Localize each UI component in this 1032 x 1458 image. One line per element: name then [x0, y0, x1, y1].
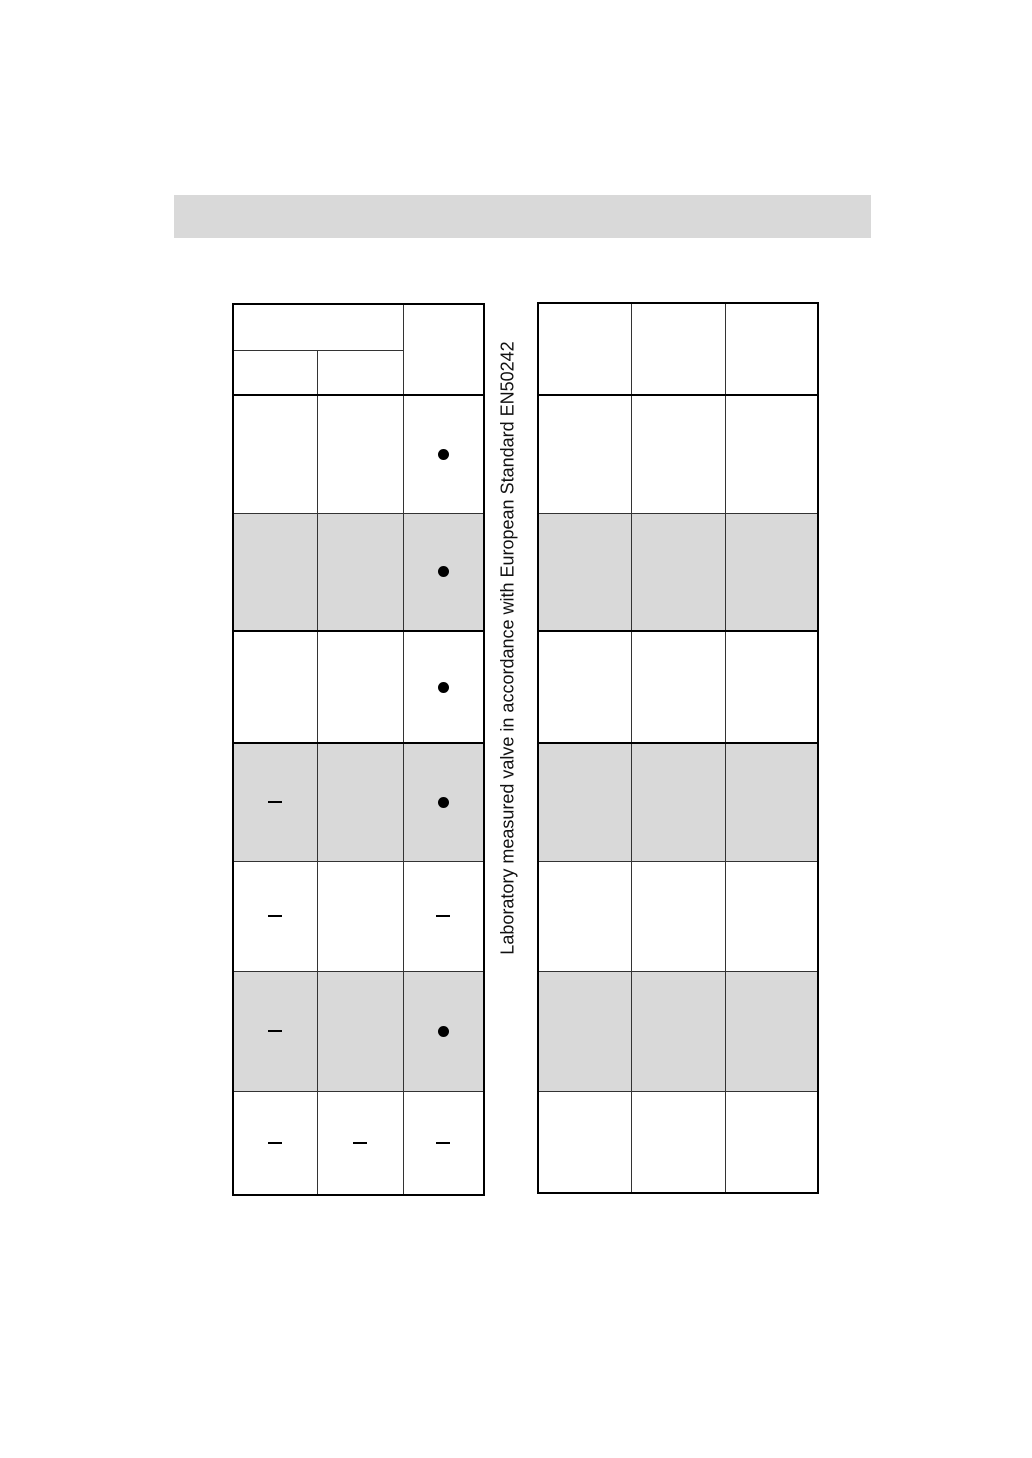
filled-circle-icon	[438, 566, 449, 577]
table-row	[233, 631, 484, 743]
table-cell	[233, 631, 317, 743]
table-cell	[233, 513, 317, 631]
table-row	[538, 971, 818, 1091]
filled-circle-icon	[438, 449, 449, 460]
table-cell	[725, 743, 818, 861]
dash-icon	[268, 1142, 282, 1144]
section-header-bar	[174, 195, 871, 238]
header-cell-2	[317, 350, 403, 395]
header-group-cell	[233, 304, 403, 350]
dash-icon	[268, 801, 282, 803]
table-cell	[403, 1091, 484, 1195]
table-row	[233, 861, 484, 971]
dash-icon	[436, 1142, 450, 1144]
table-cell	[725, 1091, 818, 1193]
table-cell	[233, 1091, 317, 1195]
table-cell	[403, 971, 484, 1091]
table-cell	[538, 971, 631, 1091]
right-header-cell-1	[538, 303, 631, 395]
table-row	[233, 395, 484, 513]
dash-icon	[268, 1030, 282, 1032]
table-cell	[538, 631, 631, 743]
table-row	[538, 513, 818, 631]
table-cell	[538, 861, 631, 971]
filled-circle-icon	[438, 797, 449, 808]
table-cell	[631, 1091, 725, 1193]
table-cell	[233, 395, 317, 513]
table-row	[538, 1091, 818, 1193]
table-cell	[538, 1091, 631, 1193]
table-cell	[317, 971, 403, 1091]
table-cell	[403, 395, 484, 513]
table-cell	[233, 971, 317, 1091]
table-row	[233, 971, 484, 1091]
table-cell	[631, 861, 725, 971]
dash-icon	[436, 915, 450, 917]
table-cell	[631, 395, 725, 513]
table-cell	[631, 971, 725, 1091]
table-cell	[233, 861, 317, 971]
table-cell	[403, 743, 484, 861]
right-header-cell-3	[725, 303, 818, 395]
left-compatibility-table	[232, 303, 485, 1196]
table-cell	[233, 743, 317, 861]
table-row	[233, 743, 484, 861]
table-cell	[631, 513, 725, 631]
header-cell-1	[233, 350, 317, 395]
table-cell	[403, 513, 484, 631]
table-row	[538, 395, 818, 513]
table-cell	[538, 743, 631, 861]
table-cell	[317, 513, 403, 631]
table-cell	[317, 743, 403, 861]
filled-circle-icon	[438, 1026, 449, 1037]
table-cell	[725, 861, 818, 971]
table-cell	[538, 513, 631, 631]
right-header-cell-2	[631, 303, 725, 395]
lab-measurement-note: Laboratory measured valve in accordance with European Standard EN50242	[497, 341, 518, 955]
table-cell	[403, 861, 484, 971]
table-cell	[317, 631, 403, 743]
table-cell	[317, 395, 403, 513]
header-cell-3	[403, 304, 484, 395]
dash-icon	[353, 1142, 367, 1144]
dash-icon	[268, 915, 282, 917]
table-row	[233, 1091, 484, 1195]
table-row	[538, 631, 818, 743]
table-cell	[631, 743, 725, 861]
table-cell	[725, 513, 818, 631]
table-cell	[725, 971, 818, 1091]
table-row	[538, 743, 818, 861]
table-row	[538, 861, 818, 971]
right-results-table	[537, 302, 819, 1194]
table-row	[233, 513, 484, 631]
table-cell	[317, 1091, 403, 1195]
table-cell	[403, 631, 484, 743]
filled-circle-icon	[438, 682, 449, 693]
table-cell	[631, 631, 725, 743]
table-cell	[538, 395, 631, 513]
table-cell	[317, 861, 403, 971]
table-cell	[725, 631, 818, 743]
table-cell	[725, 395, 818, 513]
